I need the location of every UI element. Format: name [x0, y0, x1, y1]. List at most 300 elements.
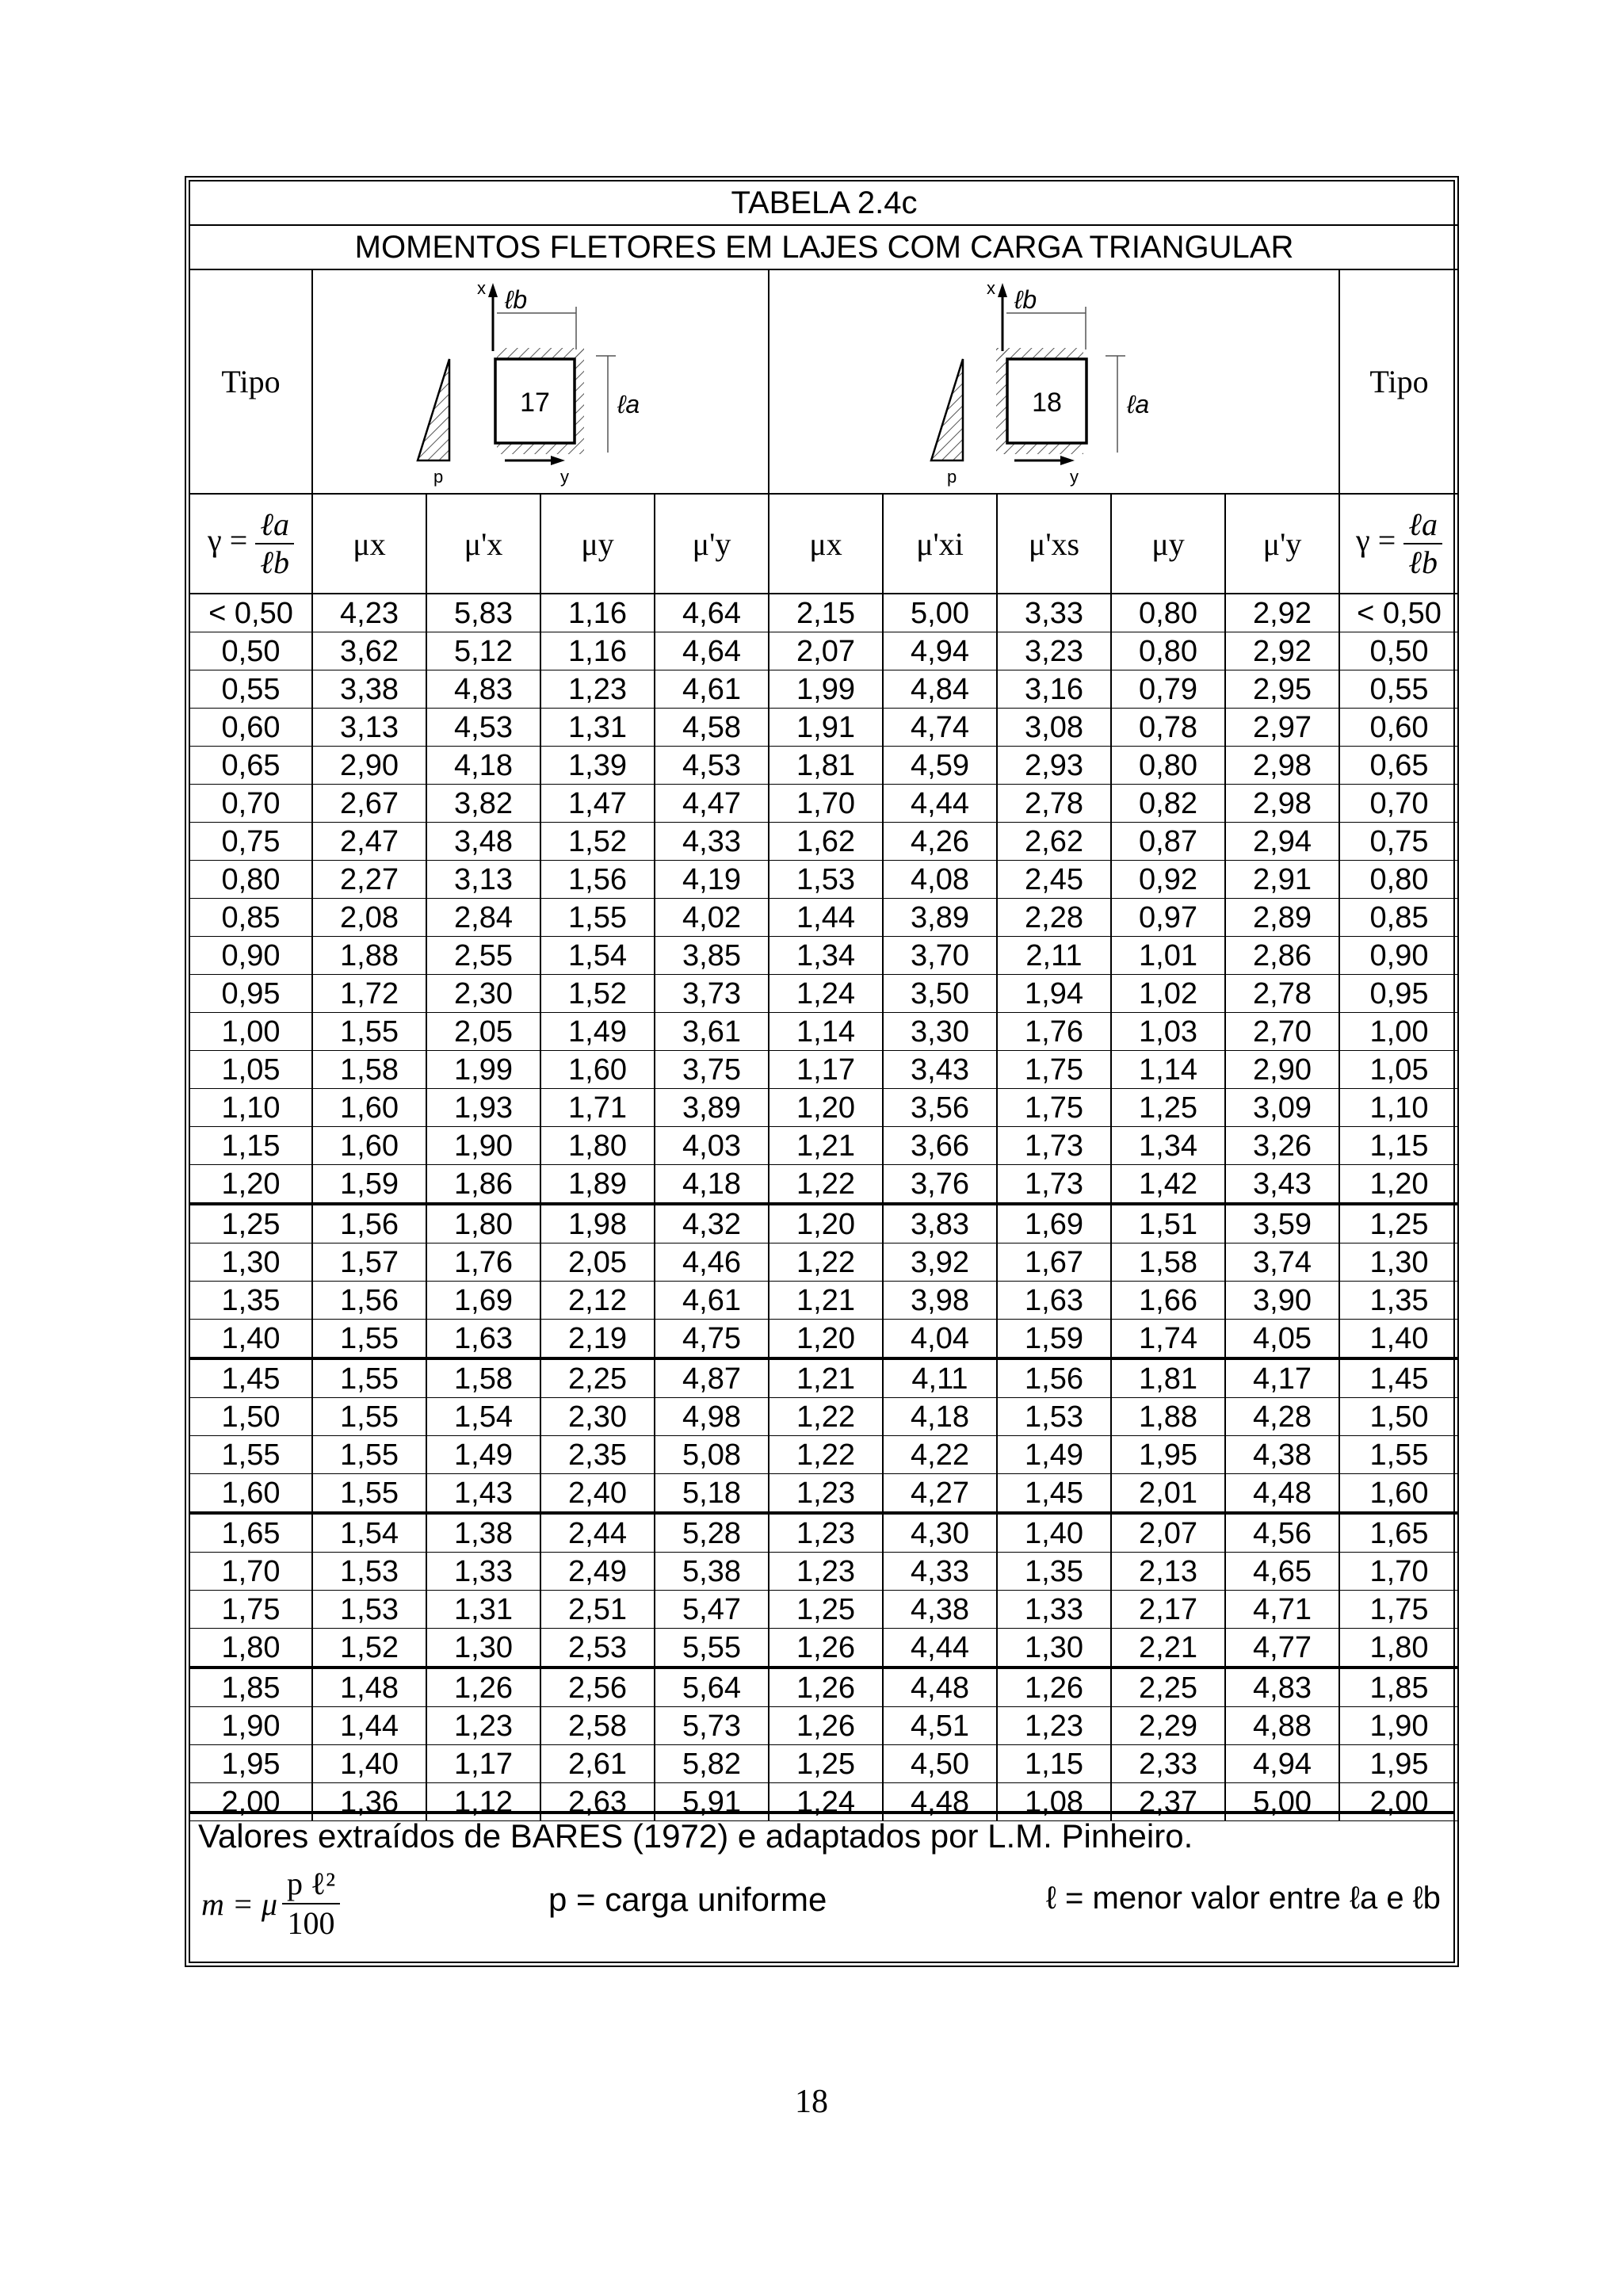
coefficient-cell: 2,33 — [1111, 1745, 1225, 1783]
coefficient-cell: 2,98 — [1225, 785, 1339, 823]
coefficient-cell: 1,21 — [769, 1358, 883, 1398]
header-mu-prime-x-17: μ'x — [426, 494, 540, 594]
coefficient-cell: 3,08 — [997, 709, 1111, 747]
coefficient-cell: 2,08 — [312, 899, 426, 937]
coefficient-cell: 1,58 — [426, 1358, 540, 1398]
coefficient-cell: 2,29 — [1111, 1707, 1225, 1745]
coefficient-cell: 2,92 — [1225, 632, 1339, 670]
gamma-cell: 0,85 — [190, 899, 312, 937]
coefficient-cell: 1,95 — [1111, 1436, 1225, 1474]
coefficient-cell: 2,95 — [1225, 670, 1339, 709]
coefficient-cell: 1,47 — [540, 785, 655, 823]
coefficient-cell: 3,16 — [997, 670, 1111, 709]
coefficient-cell: 1,80 — [540, 1127, 655, 1165]
coefficient-cell: 2,63 — [540, 1783, 655, 1821]
coefficient-cell: 2,90 — [1225, 1051, 1339, 1089]
table-row — [190, 1165, 1458, 1205]
coefficient-cell: 1,81 — [769, 747, 883, 785]
coefficient-cell: 1,59 — [997, 1320, 1111, 1359]
coefficient-cell: 3,30 — [883, 1013, 997, 1051]
coefficient-cell: 0,80 — [1111, 747, 1225, 785]
coefficient-cell: 1,01 — [1111, 937, 1225, 975]
coefficient-cell: 1,34 — [769, 937, 883, 975]
coefficient-cell: 4,46 — [655, 1244, 769, 1282]
table-row — [190, 1553, 1458, 1591]
span-definition: ℓ = menor valor entre ℓa e ℓb — [1046, 1881, 1441, 1916]
coefficient-cell: 1,44 — [312, 1707, 426, 1745]
coefficient-cell: 1,17 — [769, 1051, 883, 1089]
coefficient-cell: 1,72 — [312, 975, 426, 1013]
coefficient-cell: 4,53 — [426, 709, 540, 747]
coefficient-cell: 2,90 — [312, 747, 426, 785]
coefficient-cell: 3,50 — [883, 975, 997, 1013]
coefficient-cell: 1,12 — [426, 1783, 540, 1821]
coefficient-cell: 1,52 — [540, 823, 655, 861]
table-row — [190, 1436, 1458, 1474]
coefficient-cell: 2,07 — [1111, 1513, 1225, 1553]
coefficient-cell: 1,22 — [769, 1398, 883, 1436]
coefficient-cell: 1,49 — [426, 1436, 540, 1474]
coefficient-cell: 1,67 — [997, 1244, 1111, 1282]
gamma-cell: 1,50 — [190, 1398, 312, 1436]
coefficient-cell: 4,83 — [1225, 1668, 1339, 1707]
coefficient-cell: 1,35 — [997, 1553, 1111, 1591]
coefficient-cell: 1,22 — [769, 1244, 883, 1282]
slab-diagram-18 — [773, 270, 1335, 489]
coefficient-cell: 1,21 — [769, 1282, 883, 1320]
coefficient-cell: 3,33 — [997, 594, 1111, 632]
coefficient-cell: 5,12 — [426, 632, 540, 670]
coefficient-cell: 1,34 — [1111, 1127, 1225, 1165]
coefficient-cell: 2,35 — [540, 1436, 655, 1474]
coefficient-cell: 4,94 — [883, 632, 997, 670]
gamma-cell: 1,00 — [190, 1013, 312, 1051]
coefficient-cell: 4,83 — [426, 670, 540, 709]
coefficient-cell: 1,25 — [769, 1591, 883, 1629]
coefficient-cell: 2,19 — [540, 1320, 655, 1359]
coefficient-cell: 4,47 — [655, 785, 769, 823]
gamma-cell: 1,95 — [1339, 1745, 1458, 1783]
coefficient-cell: 2,05 — [426, 1013, 540, 1051]
gamma-cell: 1,70 — [1339, 1553, 1458, 1591]
coefficient-cell: 1,33 — [997, 1591, 1111, 1629]
coefficient-cell: 0,80 — [1111, 632, 1225, 670]
table-body — [190, 594, 1458, 1821]
gamma-cell: 1,20 — [1339, 1165, 1458, 1205]
coefficient-cell: 1,56 — [312, 1204, 426, 1244]
coefficient-cell: 5,73 — [655, 1707, 769, 1745]
coefficient-cell: 0,82 — [1111, 785, 1225, 823]
coefficient-cell: 1,75 — [997, 1089, 1111, 1127]
coefficient-cell: 4,44 — [883, 785, 997, 823]
coefficient-cell: 1,23 — [769, 1553, 883, 1591]
coefficient-cell: 5,47 — [655, 1591, 769, 1629]
gamma-cell: 0,90 — [190, 937, 312, 975]
coefficient-cell: 1,76 — [426, 1244, 540, 1282]
coefficient-cell: 1,73 — [997, 1127, 1111, 1165]
case-number-17: 17 — [520, 388, 550, 418]
coefficient-cell: 3,56 — [883, 1089, 997, 1127]
gamma-cell: 1,25 — [190, 1204, 312, 1244]
gamma-cell: 1,25 — [1339, 1204, 1458, 1244]
gamma-cell: 0,80 — [1339, 861, 1458, 899]
coefficient-cell: 4,22 — [883, 1436, 997, 1474]
gamma-cell: 1,65 — [1339, 1513, 1458, 1553]
coefficient-cell: 1,58 — [1111, 1244, 1225, 1282]
coefficient-cell: 1,55 — [312, 1474, 426, 1514]
gamma-cell: 1,15 — [190, 1127, 312, 1165]
coefficient-cell: 1,31 — [426, 1591, 540, 1629]
coefficient-cell: 2,30 — [426, 975, 540, 1013]
coefficient-cell: 1,21 — [769, 1127, 883, 1165]
coefficient-cell: 1,17 — [426, 1745, 540, 1783]
coefficient-cell: 4,18 — [426, 747, 540, 785]
coefficient-cell: 4,23 — [312, 594, 426, 632]
coefficient-cell: 3,89 — [883, 899, 997, 937]
table-row — [190, 1204, 1458, 1244]
coefficient-cell: 1,26 — [769, 1629, 883, 1668]
coefficient-cell: 1,26 — [426, 1668, 540, 1707]
coefficient-cell: 1,57 — [312, 1244, 426, 1282]
coefficient-cell: 2,94 — [1225, 823, 1339, 861]
coefficient-cell: 3,76 — [883, 1165, 997, 1205]
span-b-label-17: ℓb — [505, 285, 528, 314]
coefficient-cell: 2,30 — [540, 1398, 655, 1436]
coefficient-cell: 4,61 — [655, 1282, 769, 1320]
tipo-text-left: Tipo — [221, 364, 281, 399]
coefficient-cell: 3,89 — [655, 1089, 769, 1127]
coefficient-cell: 4,44 — [883, 1629, 997, 1668]
span-a-label-18: ℓa — [1127, 390, 1150, 418]
coefficient-cell: 3,43 — [883, 1051, 997, 1089]
coefficient-cell: 1,63 — [426, 1320, 540, 1359]
coefficient-cell: 1,53 — [312, 1553, 426, 1591]
table-row — [190, 1591, 1458, 1629]
coefficient-cell: 3,23 — [997, 632, 1111, 670]
coefficient-cell: 1,49 — [997, 1436, 1111, 1474]
axis-y-label-18: y — [1070, 467, 1079, 487]
coefficient-cell: 4,18 — [883, 1398, 997, 1436]
coefficient-cell: 2,78 — [1225, 975, 1339, 1013]
formula-row — [190, 1859, 1453, 1954]
gamma-symbol-left: γ = — [208, 522, 248, 559]
coefficient-cell: 4,51 — [883, 1707, 997, 1745]
gamma-cell: 1,40 — [190, 1320, 312, 1359]
coefficient-cell: 1,99 — [426, 1051, 540, 1089]
coefficient-cell: 1,58 — [312, 1051, 426, 1089]
case-18-diagram — [769, 269, 1339, 494]
coefficient-cell: 4,87 — [655, 1358, 769, 1398]
gamma-cell: 1,55 — [190, 1436, 312, 1474]
tipo-label-right — [1339, 269, 1458, 494]
tipo-label-left — [190, 269, 312, 494]
coefficient-cell: 1,53 — [769, 861, 883, 899]
coefficient-cell: 5,28 — [655, 1513, 769, 1553]
coefficient-cell: 1,20 — [769, 1089, 883, 1127]
coefficient-cell: 1,24 — [769, 1783, 883, 1821]
coefficient-cell: 4,88 — [1225, 1707, 1339, 1745]
axis-y-label-17: y — [560, 467, 569, 487]
coefficient-cell: 1,26 — [997, 1668, 1111, 1707]
coefficient-cell: 1,25 — [769, 1745, 883, 1783]
coefficient-cell: 4,74 — [883, 709, 997, 747]
coefficient-cell: 1,26 — [769, 1668, 883, 1707]
coefficient-cell: 1,56 — [540, 861, 655, 899]
coefficient-cell: 2,78 — [997, 785, 1111, 823]
coefficient-cell: 1,74 — [1111, 1320, 1225, 1359]
gamma-fraction-right — [1403, 506, 1442, 581]
coefficient-cell: 1,33 — [426, 1553, 540, 1591]
coefficient-cell: 3,75 — [655, 1051, 769, 1089]
gamma-denominator-right: ℓb — [1408, 544, 1438, 580]
coefficient-cell: 3,62 — [312, 632, 426, 670]
coefficient-cell: 1,45 — [997, 1474, 1111, 1514]
gamma-cell: 1,75 — [1339, 1591, 1458, 1629]
gamma-cell: 1,40 — [1339, 1320, 1458, 1359]
coefficient-cell: 1,53 — [997, 1398, 1111, 1436]
coefficient-cell: 2,05 — [540, 1244, 655, 1282]
span-a-label-17: ℓa — [617, 390, 640, 418]
table-row — [190, 823, 1458, 861]
coefficient-cell: 3,83 — [883, 1204, 997, 1244]
coefficient-cell: 4,48 — [883, 1783, 997, 1821]
coefficient-cell: 1,55 — [312, 1320, 426, 1359]
coefficient-cell: 2,56 — [540, 1668, 655, 1707]
gamma-cell: 1,05 — [1339, 1051, 1458, 1089]
gamma-cell: 0,65 — [190, 747, 312, 785]
table-row — [190, 1707, 1458, 1745]
coefficient-cell: 4,56 — [1225, 1513, 1339, 1553]
coefficient-cell: 1,24 — [769, 975, 883, 1013]
table-row — [190, 1051, 1458, 1089]
header-mu-prime-y-17: μ'y — [655, 494, 769, 594]
coefficient-cell: 1,22 — [769, 1436, 883, 1474]
coefficient-cell: 4,33 — [655, 823, 769, 861]
coefficient-cell: 4,65 — [1225, 1553, 1339, 1591]
coefficient-cell: 2,70 — [1225, 1013, 1339, 1051]
header-mu-x-17: μx — [312, 494, 426, 594]
coefficient-cell: 0,78 — [1111, 709, 1225, 747]
table-row — [190, 1127, 1458, 1165]
table-row — [190, 1668, 1458, 1707]
coefficient-cell: 3,74 — [1225, 1244, 1339, 1282]
gamma-fraction-left — [255, 506, 294, 581]
gamma-cell: 1,95 — [190, 1745, 312, 1783]
gamma-cell: 1,75 — [190, 1591, 312, 1629]
coefficient-cell: 1,99 — [769, 670, 883, 709]
coefficient-cell: 1,23 — [769, 1474, 883, 1514]
coefficient-cell: 1,60 — [312, 1127, 426, 1165]
gamma-cell: 0,50 — [190, 632, 312, 670]
coefficient-cell: 1,80 — [426, 1204, 540, 1244]
coefficient-cell: 4,03 — [655, 1127, 769, 1165]
coefficient-cell: 1,55 — [312, 1398, 426, 1436]
coefficient-cell: 2,28 — [997, 899, 1111, 937]
gamma-cell: 0,80 — [190, 861, 312, 899]
coefficient-cell: 2,21 — [1111, 1629, 1225, 1668]
coefficient-cell: 1,26 — [769, 1707, 883, 1745]
coefficient-cell: 1,14 — [1111, 1051, 1225, 1089]
table-row — [190, 785, 1458, 823]
gamma-header-left — [190, 494, 312, 594]
coefficient-cell: 4,32 — [655, 1204, 769, 1244]
gamma-cell: 1,90 — [1339, 1707, 1458, 1745]
gamma-cell: 1,55 — [1339, 1436, 1458, 1474]
moments-table — [190, 181, 1458, 1821]
gamma-cell: 0,70 — [1339, 785, 1458, 823]
gamma-cell: 1,10 — [190, 1089, 312, 1127]
gamma-cell: 0,85 — [1339, 899, 1458, 937]
coefficient-cell: 1,55 — [312, 1436, 426, 1474]
coefficient-cell: 2,93 — [997, 747, 1111, 785]
coefficient-cell: 1,48 — [312, 1668, 426, 1707]
coefficient-cell: 1,62 — [769, 823, 883, 861]
coefficient-cell: 4,84 — [883, 670, 997, 709]
coefficient-cell: 1,60 — [312, 1089, 426, 1127]
gamma-cell: 1,65 — [190, 1513, 312, 1553]
gamma-cell: 0,55 — [1339, 670, 1458, 709]
coefficient-cell: 1,15 — [997, 1745, 1111, 1783]
coefficient-cell: 2,97 — [1225, 709, 1339, 747]
gamma-cell: 1,00 — [1339, 1013, 1458, 1051]
coefficient-cell: 4,28 — [1225, 1398, 1339, 1436]
gamma-cell: 0,70 — [190, 785, 312, 823]
axis-x-label-18: x — [987, 278, 995, 298]
gamma-cell: 0,95 — [1339, 975, 1458, 1013]
coefficient-cell: 1,89 — [540, 1165, 655, 1205]
coefficient-cell: 1,54 — [426, 1398, 540, 1436]
coefficient-cell: 1,75 — [997, 1051, 1111, 1089]
coefficient-cell: 2,17 — [1111, 1591, 1225, 1629]
coefficient-cell: 1,73 — [997, 1165, 1111, 1205]
coefficient-cell: 5,91 — [655, 1783, 769, 1821]
coefficient-cell: 1,43 — [426, 1474, 540, 1514]
coefficient-cell: 3,66 — [883, 1127, 997, 1165]
coefficient-cell: 2,47 — [312, 823, 426, 861]
coefficient-cell: 4,94 — [1225, 1745, 1339, 1783]
coefficient-cell: 2,92 — [1225, 594, 1339, 632]
tipo-text-right: Tipo — [1369, 364, 1429, 399]
coefficient-cell: 1,91 — [769, 709, 883, 747]
coefficient-cell: 4,30 — [883, 1513, 997, 1553]
coefficient-cell: 3,73 — [655, 975, 769, 1013]
coefficient-cell: 1,54 — [312, 1513, 426, 1553]
coefficient-cell: 3,26 — [1225, 1127, 1339, 1165]
gamma-cell: 1,50 — [1339, 1398, 1458, 1436]
coefficient-cell: 1,23 — [426, 1707, 540, 1745]
coefficient-cell: 4,71 — [1225, 1591, 1339, 1629]
table-row — [190, 1398, 1458, 1436]
gamma-numerator-left: ℓa — [255, 506, 294, 544]
coefficient-cell: 2,98 — [1225, 747, 1339, 785]
coefficient-cell: 4,08 — [883, 861, 997, 899]
coefficient-cell: 1,59 — [312, 1165, 426, 1205]
source-note: Valores extraídos de BARES (1972) e adaptados por L.M. Pinheiro. — [198, 1817, 1193, 1855]
header-mu-x-18: μx — [769, 494, 883, 594]
formula-denominator: 100 — [287, 1905, 335, 1941]
coefficient-cell: 1,88 — [1111, 1398, 1225, 1436]
coefficient-cell: 1,16 — [540, 632, 655, 670]
gamma-symbol-right: γ = — [1356, 522, 1396, 559]
coefficient-cell: 1,81 — [1111, 1358, 1225, 1398]
table-row — [190, 670, 1458, 709]
coefficient-cell: 2,13 — [1111, 1553, 1225, 1591]
header-mu-prime-xi-18: μ'xi — [883, 494, 997, 594]
coefficient-cell: 1,14 — [769, 1013, 883, 1051]
coefficient-cell: 1,23 — [540, 670, 655, 709]
coefficient-cell: 1,52 — [540, 975, 655, 1013]
coefficient-cell: 4,50 — [883, 1745, 997, 1783]
coefficient-cell: 5,00 — [1225, 1783, 1339, 1821]
gamma-cell: 0,75 — [190, 823, 312, 861]
coefficient-cell: 1,40 — [997, 1513, 1111, 1553]
gamma-cell: 1,60 — [1339, 1474, 1458, 1514]
coefficient-cell: 3,59 — [1225, 1204, 1339, 1244]
table-row — [190, 1513, 1458, 1553]
symbol-header-row — [190, 494, 1458, 594]
coefficient-cell: 1,88 — [312, 937, 426, 975]
slab-diagram-17 — [315, 270, 766, 489]
table-row — [190, 1358, 1458, 1398]
coefficient-cell: 4,26 — [883, 823, 997, 861]
coefficient-cell: 3,09 — [1225, 1089, 1339, 1127]
gamma-cell: 0,60 — [190, 709, 312, 747]
coefficient-cell: 1,22 — [769, 1165, 883, 1205]
coefficient-cell: 3,48 — [426, 823, 540, 861]
table-sheet — [185, 176, 1459, 1967]
gamma-cell: 1,90 — [190, 1707, 312, 1745]
coefficient-cell: 3,82 — [426, 785, 540, 823]
table-title: MOMENTOS FLETORES EM LAJES COM CARGA TRIANGULAR — [190, 225, 1458, 269]
coefficient-cell: 2,86 — [1225, 937, 1339, 975]
coefficient-cell: 1,16 — [540, 594, 655, 632]
gamma-cell: 0,50 — [1339, 632, 1458, 670]
coefficient-cell: 3,90 — [1225, 1282, 1339, 1320]
coefficient-cell: 4,59 — [883, 747, 997, 785]
gamma-cell: 1,85 — [1339, 1668, 1458, 1707]
coefficient-cell: 1,08 — [997, 1783, 1111, 1821]
coefficient-cell: 2,53 — [540, 1629, 655, 1668]
gamma-cell: 1,30 — [1339, 1244, 1458, 1282]
table-row — [190, 1089, 1458, 1127]
coefficient-cell: 1,49 — [540, 1013, 655, 1051]
coefficient-cell: 3,92 — [883, 1244, 997, 1282]
load-definition: p = carga uniforme — [548, 1881, 827, 1918]
coefficient-cell: 4,02 — [655, 899, 769, 937]
coefficient-cell: 5,08 — [655, 1436, 769, 1474]
coefficient-cell: 4,19 — [655, 861, 769, 899]
coefficient-cell: 4,48 — [1225, 1474, 1339, 1514]
gamma-cell: 0,75 — [1339, 823, 1458, 861]
coefficient-cell: 4,11 — [883, 1358, 997, 1398]
coefficient-cell: 3,38 — [312, 670, 426, 709]
gamma-numerator-right: ℓa — [1403, 506, 1442, 544]
axis-x-label-17: x — [477, 278, 486, 298]
coefficient-cell: 3,61 — [655, 1013, 769, 1051]
table-footer — [190, 1811, 1453, 1954]
coefficient-cell: 1,54 — [540, 937, 655, 975]
coefficient-cell: 3,13 — [312, 709, 426, 747]
coefficient-cell: 2,61 — [540, 1745, 655, 1783]
coefficient-cell: 4,27 — [883, 1474, 997, 1514]
coefficient-cell: 5,82 — [655, 1745, 769, 1783]
coefficient-cell: 4,33 — [883, 1553, 997, 1591]
coefficient-cell: 0,87 — [1111, 823, 1225, 861]
coefficient-cell: 1,23 — [997, 1707, 1111, 1745]
coefficient-cell: 1,02 — [1111, 975, 1225, 1013]
formula-fraction — [282, 1865, 340, 1943]
coefficient-cell: 1,71 — [540, 1089, 655, 1127]
